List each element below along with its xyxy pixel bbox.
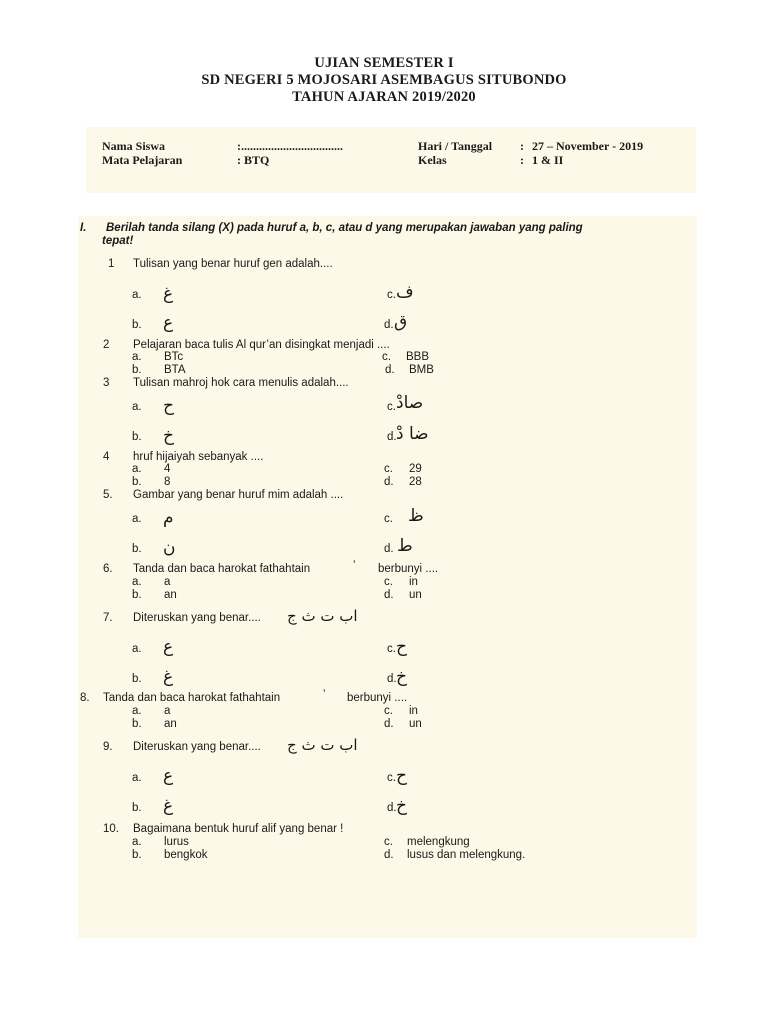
option-b-label: b. [132, 431, 142, 443]
question-number: 1 [108, 258, 115, 270]
option-c-text: BBB [406, 351, 430, 363]
nama-label: Nama Siswa [102, 139, 166, 153]
question-text-end: berbunyi .... [347, 692, 408, 704]
option-b-label: b. [132, 849, 142, 861]
option-b-text: bengkok [164, 849, 208, 861]
option-a-text: a [164, 705, 171, 717]
option-d-label: d. [384, 543, 394, 555]
option-d-text: un [409, 718, 422, 730]
hijaiyah-sequence: اب ت ث ج [287, 736, 358, 754]
option-a-label: a. [132, 836, 142, 848]
question-text: hruf hijaiyah sebanyak .... [133, 451, 264, 463]
option-d-label: d. [384, 589, 394, 601]
question-text: Tulisan mahroj hok cara menulis adalah.... [133, 377, 349, 389]
option-c-label: c. [387, 643, 396, 655]
option-d-label: d. [387, 802, 397, 814]
option-d-label: d. [385, 364, 395, 376]
option-a-label: a. [132, 705, 142, 717]
option-a-text: lurus [164, 836, 189, 848]
option-a-text: 4 [164, 463, 171, 475]
option-b-text: BTA [164, 364, 186, 376]
option-d-label: d. [384, 849, 394, 861]
option-c-label: c. [387, 401, 396, 413]
kelas-label: Kelas [418, 153, 447, 167]
question-text: Diteruskan yang benar.... [133, 741, 261, 753]
hari-value: 27 – November - 2019 [532, 139, 644, 153]
section-number: I. [80, 222, 87, 234]
section-instruction: Berilah tanda silang (X) pada huruf a, b, c, atau d yang merupakan jawaban yang paling [106, 222, 583, 234]
option-b-text: an [164, 589, 177, 601]
question-number: 5. [103, 489, 113, 501]
option-d-arabic: خ [396, 796, 407, 816]
option-b-text: 8 [164, 476, 171, 488]
question-number: 8. [80, 692, 90, 704]
option-b-arabic: غ [163, 667, 174, 687]
question-text-end: berbunyi .... [378, 563, 439, 575]
option-c-label: c. [384, 463, 393, 475]
option-b-label: b. [132, 476, 142, 488]
option-c-arabic: ف [396, 282, 414, 302]
option-d-label: d. [387, 673, 397, 685]
option-d-arabic: خ [396, 667, 407, 687]
mapel-label: Mata Pelajaran [102, 153, 183, 167]
option-c-arabic: صادْ [396, 393, 424, 413]
option-c-text: in [409, 705, 418, 717]
option-b-arabic: خ [163, 426, 174, 446]
option-a-label: a. [132, 576, 142, 588]
option-c-arabic: ح [396, 766, 407, 786]
option-d-text: lusus dan melengkung. [407, 849, 526, 861]
hari-colon: : [520, 139, 524, 153]
hari-label: Hari / Tanggal [418, 139, 493, 153]
exam-header [0, 55, 768, 106]
option-d-text: un [409, 589, 422, 601]
option-b-label: b. [132, 673, 142, 685]
kelas-value: 1 & II [532, 153, 564, 167]
option-a-label: a. [132, 289, 142, 301]
question-text: Tanda dan baca harokat fathahtain [103, 692, 281, 704]
option-b-label: b. [132, 319, 142, 331]
option-c-arabic: ح [396, 637, 407, 657]
question-number: 10. [103, 823, 119, 835]
option-d-label: d. [387, 431, 397, 443]
option-c-label: c. [382, 351, 391, 363]
option-c-label: c. [384, 513, 393, 525]
question-number: 3 [103, 377, 110, 389]
hijaiyah-sequence: اب ت ث ج [287, 607, 358, 625]
section-instruction-end: tepat! [102, 235, 134, 247]
option-a-label: a. [132, 643, 142, 655]
option-c-label: c. [384, 576, 393, 588]
header-school: SD NEGERI 5 MOJOSARI ASEMBAGUS SITUBONDO [201, 72, 567, 88]
option-d-text: 28 [409, 476, 422, 488]
option-b-label: b. [132, 543, 142, 555]
option-a-text: a [164, 576, 171, 588]
option-a-label: a. [132, 772, 142, 784]
option-a-arabic: ح [163, 396, 174, 416]
option-c-label: c. [387, 772, 396, 784]
option-d-text: BMB [409, 364, 434, 376]
option-d-arabic: ضا دْ [396, 424, 429, 444]
option-a-arabic: ع [163, 637, 174, 657]
option-c-label: c. [387, 289, 396, 301]
header-title: UJIAN SEMESTER I [314, 55, 454, 71]
option-a-label: a. [132, 463, 142, 475]
nama-value: :.................................. [237, 139, 343, 153]
option-a-label: a. [132, 401, 142, 413]
option-d-label: d. [384, 718, 394, 730]
question-number: 7. [103, 612, 113, 624]
question-number: 2 [103, 339, 110, 351]
mapel-value: : BTQ [237, 153, 270, 167]
option-c-arabic: ظ [408, 506, 424, 526]
question-text: Tanda dan baca harokat fathahtain [133, 563, 311, 575]
option-c-text: melengkung [407, 836, 470, 848]
question-number: 4 [103, 451, 110, 463]
option-d-label: d. [384, 319, 394, 331]
option-a-arabic: غ [163, 284, 174, 304]
option-b-arabic: ن [163, 538, 176, 558]
option-b-label: b. [132, 364, 142, 376]
option-c-text: in [409, 576, 418, 588]
option-d-arabic: ق [394, 312, 408, 332]
question-text: Diteruskan yang benar.... [133, 612, 261, 624]
option-a-arabic: ع [163, 766, 174, 786]
option-c-text: 29 [409, 463, 422, 475]
question-text: Bagaimana bentuk huruf alif yang benar ! [133, 823, 344, 835]
kelas-colon: : [520, 153, 524, 167]
option-a-arabic: م [163, 508, 174, 528]
question-text: Gambar yang benar huruf mim adalah .... [133, 489, 344, 501]
question-text: Tulisan yang benar huruf gen adalah.... [133, 258, 333, 270]
option-b-text: an [164, 718, 177, 730]
question-text: Pelajaran baca tulis Al qur’an disingkat menjadi .... [133, 339, 390, 351]
option-b-label: b. [132, 589, 142, 601]
header-year: TAHUN AJARAN 2019/2020 [292, 89, 476, 105]
fathatain-mark: ʼ [353, 560, 356, 572]
option-d-arabic: ط [397, 536, 413, 556]
question-number: 6. [103, 563, 113, 575]
option-c-label: c. [384, 836, 393, 848]
option-b-arabic: ع [163, 313, 174, 333]
option-a-label: a. [132, 513, 142, 525]
option-a-text: BTc [164, 351, 184, 363]
option-b-label: b. [132, 802, 142, 814]
fathatain-mark: ʼ [323, 689, 326, 701]
option-c-label: c. [384, 705, 393, 717]
option-b-label: b. [132, 718, 142, 730]
option-b-arabic: غ [163, 796, 174, 816]
question-number: 9. [103, 741, 113, 753]
option-d-label: d. [384, 476, 394, 488]
option-a-label: a. [132, 351, 142, 363]
